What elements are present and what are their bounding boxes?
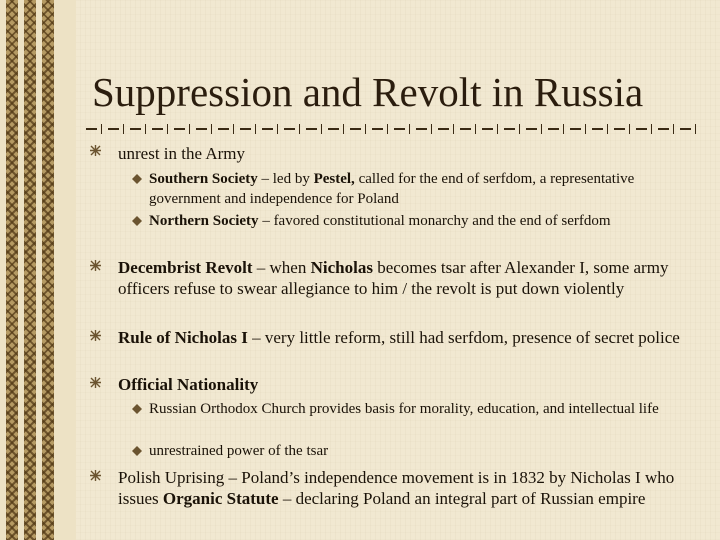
cross-hatch-icon xyxy=(90,145,101,156)
bullet-text: – declaring Poland an integral part of Russian empire xyxy=(278,489,646,508)
list-item xyxy=(118,374,690,395)
list-item xyxy=(118,327,690,348)
bullet-term: Northern Society xyxy=(149,213,259,229)
bullet-term: Nicholas xyxy=(310,258,373,277)
bullet-sep: – when xyxy=(252,258,311,277)
slide-title: Suppression and Revolt in Russia xyxy=(92,69,644,115)
cross-hatch-icon xyxy=(90,260,101,271)
bullet-sep: – led by xyxy=(257,171,314,187)
bullet-text: – very little reform, still had serfdom, presence of secret police xyxy=(247,328,680,347)
diamond-bullet-icon xyxy=(132,404,142,414)
diamond-bullet-icon xyxy=(132,174,142,184)
bullet-text: unrest in the Army xyxy=(118,144,246,163)
bullet-text: Polish Uprising – Poland’s independence movement is in 1832 by Nicholas I who issues xyxy=(118,468,675,508)
bullet-term: Organic Statute xyxy=(162,489,279,508)
bullet-text: Russian Orthodox Church provides basis for morality, education, and intellectual life xyxy=(149,401,659,417)
bullet-text: unrestrained power of the tsar xyxy=(149,443,329,459)
list-item xyxy=(149,399,689,419)
bullet-term: Decembrist Revolt xyxy=(118,258,253,277)
bullet-term: Official Nationality xyxy=(118,375,259,394)
list-item xyxy=(118,143,690,164)
list-item xyxy=(149,211,689,231)
bullet-text: becomes tsar after Alexander I, some army officers refuse to swear allegiance to him / the revolt is put down violently xyxy=(118,258,669,298)
diamond-bullet-icon xyxy=(132,446,142,456)
cross-hatch-icon xyxy=(90,377,101,388)
bullet-text: – favored constitutional monarchy and the end of serfdom xyxy=(258,213,611,229)
list-item xyxy=(118,467,690,509)
list-item xyxy=(118,257,690,299)
list-item xyxy=(149,441,689,461)
bullet-term: Pestel, xyxy=(313,171,355,187)
diamond-bullet-icon xyxy=(132,216,142,226)
list-item xyxy=(149,169,689,209)
bullet-text: called for the end of serfdom, a representative government and independence for Poland xyxy=(149,171,635,207)
bullet-term: Rule of Nicholas I xyxy=(118,328,248,347)
bullet-term: Southern Society xyxy=(149,171,258,187)
cross-hatch-icon xyxy=(90,330,101,341)
cross-hatch-icon xyxy=(90,470,101,481)
